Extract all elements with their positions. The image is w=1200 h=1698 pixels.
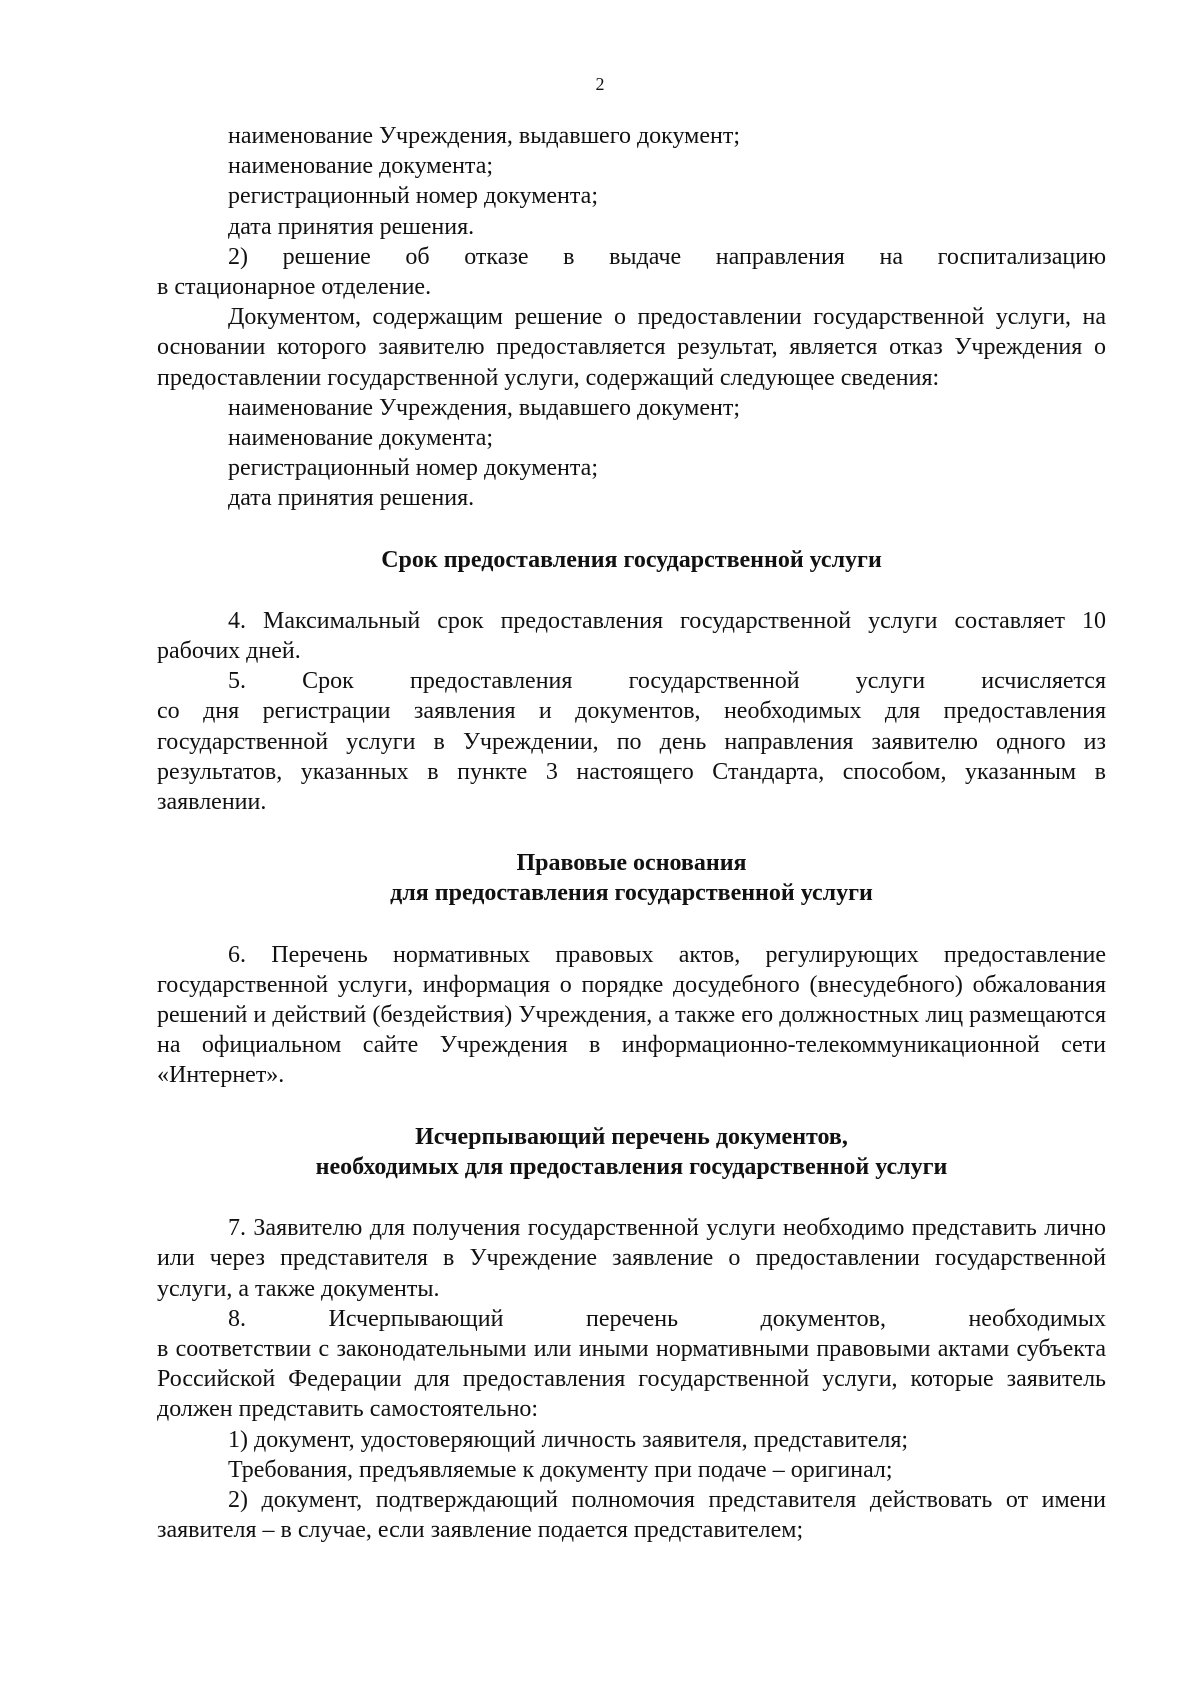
list-item: наименование документа;	[228, 425, 494, 452]
section-heading-legal-line2: для предоставления государственной услуги	[390, 880, 873, 907]
clause-8-sub-1: 1) документ, удостоверяющий личность заявителя, представителя;	[228, 1426, 909, 1453]
clause-7: 7. Заявителю для получения государственной услуги необходимо представить лично или через представителя в Учреждение заявление о предоставлении государственной услуги, а также документы.	[157, 1215, 1106, 1302]
section-heading-term: Срок предоставления государственной услуги	[381, 546, 882, 573]
section-heading-documents-line1: Исчерпывающий перечень документов,	[415, 1123, 848, 1150]
document-body	[157, 121, 1106, 1545]
list-item: наименование документа;	[228, 153, 494, 180]
list-item: регистрационный номер документа;	[228, 455, 598, 482]
page-number: 2	[595, 74, 605, 94]
refusal-decision-line1: 2) решение об отказе в выдаче направления на госпитализацию	[228, 243, 1106, 270]
clause-4: 4. Максимальный срок предоставления государственной услуги составляет 10 рабочих дней.	[157, 607, 1106, 665]
list-item: дата принятия решения.	[228, 485, 475, 512]
section-heading-documents-line2: необходимых для предоставления государственной услуги	[315, 1153, 948, 1180]
clause-6: 6. Перечень нормативных правовых актов, регулирующих предоставление государственной услуги, информация о порядке досудебного (внесудебного) обжалования решений и действий (бездействия) Учреждения, а также его должностных лиц размещаются на официальном сайте Учреждения в информационно-телекоммуникационной сети «Интернет».	[157, 941, 1106, 1089]
clause-5-line1: 5. Срок предоставления государственной услуги исчисляется	[228, 668, 1106, 695]
spacer	[157, 909, 1106, 940]
clause-8-sub-2: 2) документ, подтверждающий полномочия представителя действовать от имени заявителя – в случае, если заявление подается представителем;	[157, 1486, 1106, 1544]
spacer	[157, 1182, 1106, 1213]
section-heading-legal-line1: Правовые основания	[516, 850, 747, 877]
spacer	[157, 514, 1106, 545]
clause-5-rest: со дня регистрации заявления и документов, необходимых для предоставления государственной услуги в Учреждении, по день направления заявителю одного из результатов, указанных в пункте 3 настоящего Стандарта, способом, указанным в заявлении.	[157, 698, 1106, 816]
spacer	[157, 1091, 1106, 1122]
list-item: дата принятия решения.	[228, 213, 475, 240]
list-item: наименование Учреждения, выдавшего документ;	[228, 123, 741, 149]
list-item: регистрационный номер документа;	[228, 183, 598, 210]
document-result-paragraph: Документом, содержащим решение о предоставлении государственной услуги, на основании которого заявителю предоставляется результат, является отказ Учреждения о предоставлении государственной услуги, содержащий следующее сведения:	[157, 304, 1106, 391]
spacer	[157, 817, 1106, 848]
list-item: наименование Учреждения, выдавшего документ;	[228, 394, 741, 421]
clause-8-rest: в соответствии с законодательными или иными нормативными правовыми актами субъекта Российской Федерации для предоставления государственной услуги, которые заявитель должен представить самостоятельно:	[157, 1335, 1106, 1423]
clause-8-line1: 8. Исчерпывающий перечень документов, необходимых	[228, 1305, 1106, 1332]
spacer	[157, 575, 1106, 606]
clause-8-sub-1-requirement: Требования, предъявляемые к документу при подаче – оригинал;	[228, 1456, 893, 1483]
refusal-decision-line2: в стационарное отделение.	[157, 274, 432, 301]
